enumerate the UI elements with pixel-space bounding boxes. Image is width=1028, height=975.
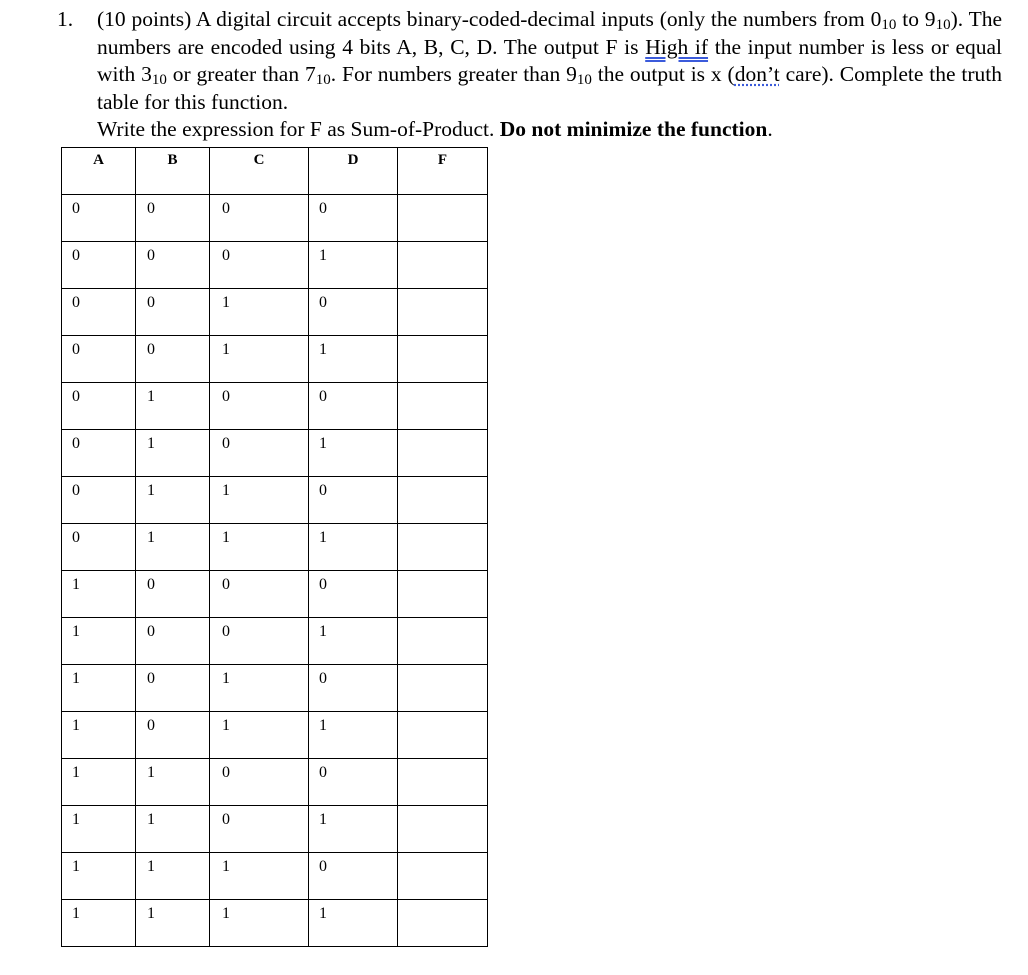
cell-b	[136, 289, 210, 336]
table-row	[62, 477, 488, 524]
cell-b	[136, 242, 210, 289]
cell-value	[398, 618, 487, 623]
table-row	[62, 665, 488, 712]
cell-b	[136, 618, 210, 665]
truth-table-header	[62, 148, 488, 195]
cell-c	[210, 430, 309, 477]
cell-f[interactable]	[398, 477, 488, 524]
cell-value: 0	[319, 764, 327, 781]
table-row	[62, 853, 488, 900]
table-row	[62, 900, 488, 947]
cell-b	[136, 524, 210, 571]
cell-value: 0	[222, 576, 230, 593]
cell-f[interactable]	[398, 242, 488, 289]
cell-value: 1	[222, 294, 230, 311]
cell-value: 0	[147, 670, 155, 687]
cell-value: 1	[72, 576, 80, 593]
cell-b	[136, 430, 210, 477]
cell-a	[62, 195, 136, 242]
question-text: (10 points) A digital circuit accepts binary-coded-decimal inputs (only the numbers from $0_{10}$ to $9_{10}$). The numbers are encoded using 4 bits A, B, C, D. The output F is High if the input number is less or equal with $3_{10}$ or greater than $7_{10}$. For numbers greater than $9_{10}$ the output is x (don’t care). Complete the truth table for this function.	[97, 7, 1003, 114]
cell-a	[62, 289, 136, 336]
cell-value: 0	[147, 247, 155, 264]
cell-d	[309, 383, 398, 430]
cell-value: 0	[222, 623, 230, 640]
cell-b	[136, 336, 210, 383]
cell-value: 1	[319, 341, 327, 358]
cell-value: 0	[72, 200, 80, 217]
cell-value: 1	[319, 435, 327, 452]
table-row	[62, 289, 488, 336]
cell-value: 0	[319, 670, 327, 687]
cell-value: 0	[222, 811, 230, 828]
cell-c	[210, 524, 309, 571]
cell-value: 0	[147, 294, 155, 311]
truth-table-body	[62, 195, 488, 947]
cell-value	[398, 195, 487, 200]
cell-d	[309, 195, 398, 242]
cell-value: 0	[147, 576, 155, 593]
table-row	[62, 571, 488, 618]
cell-value	[398, 759, 487, 764]
cell-a	[62, 806, 136, 853]
cell-value: 1	[222, 670, 230, 687]
cell-value	[398, 712, 487, 717]
cell-b	[136, 806, 210, 853]
header-f: F	[398, 148, 488, 195]
cell-value: 1	[147, 529, 155, 546]
cell-value: 1	[72, 858, 80, 875]
cell-c	[210, 571, 309, 618]
cell-value: 1	[319, 717, 327, 734]
cell-value	[398, 665, 487, 670]
cell-value: 1	[72, 764, 80, 781]
cell-c	[210, 853, 309, 900]
cell-a	[62, 712, 136, 759]
cell-b	[136, 665, 210, 712]
cell-c	[210, 900, 309, 947]
cell-value	[398, 289, 487, 294]
cell-a	[62, 759, 136, 806]
cell-value: 0	[72, 247, 80, 264]
cell-value: 0	[147, 200, 155, 217]
cell-value: 1	[72, 905, 80, 922]
table-row	[62, 712, 488, 759]
cell-f[interactable]	[398, 383, 488, 430]
cell-value	[398, 853, 487, 858]
cell-value: 1	[147, 388, 155, 405]
cell-b	[136, 195, 210, 242]
table-row	[62, 242, 488, 289]
high-if-text: High if	[645, 34, 709, 59]
cell-value: 1	[72, 670, 80, 687]
cell-d	[309, 900, 398, 947]
cell-value: 1	[222, 905, 230, 922]
cell-value	[398, 571, 487, 576]
cell-a	[62, 336, 136, 383]
cell-a	[62, 242, 136, 289]
cell-value	[398, 336, 487, 341]
cell-value: 0	[222, 435, 230, 452]
cell-value: 0	[319, 200, 327, 217]
cell-f[interactable]	[398, 806, 488, 853]
question-number: 1.	[57, 7, 74, 31]
cell-d	[309, 289, 398, 336]
cell-a	[62, 900, 136, 947]
cell-value: 0	[72, 388, 80, 405]
cell-c	[210, 195, 309, 242]
cell-value	[398, 806, 487, 811]
cell-value: 0	[319, 858, 327, 875]
cell-value: 0	[72, 482, 80, 499]
cell-c	[210, 383, 309, 430]
question-block	[57, 6, 1002, 144]
cell-f[interactable]	[398, 571, 488, 618]
cell-value	[398, 383, 487, 388]
cell-a	[62, 618, 136, 665]
instruction-line: Write the expression for F as Sum-of-Product. Do not minimize the function.	[97, 117, 773, 141]
cell-d	[309, 665, 398, 712]
cell-a	[62, 383, 136, 430]
cell-f[interactable]	[398, 712, 488, 759]
cell-a	[62, 524, 136, 571]
cell-f[interactable]	[398, 665, 488, 712]
cell-value: 0	[147, 623, 155, 640]
cell-f[interactable]	[398, 853, 488, 900]
table-row	[62, 430, 488, 477]
table-row	[62, 806, 488, 853]
cell-value: 1	[222, 529, 230, 546]
cell-f[interactable]	[398, 618, 488, 665]
cell-c	[210, 806, 309, 853]
cell-d	[309, 571, 398, 618]
cell-b	[136, 571, 210, 618]
cell-d	[309, 853, 398, 900]
cell-value: 0	[222, 247, 230, 264]
cell-d	[309, 477, 398, 524]
table-row	[62, 195, 488, 242]
header-b: B	[136, 148, 210, 195]
header-d: D	[309, 148, 398, 195]
cell-c	[210, 665, 309, 712]
cell-value: 1	[147, 858, 155, 875]
cell-value: 0	[319, 294, 327, 311]
cell-value: 0	[319, 482, 327, 499]
cell-value: 1	[72, 717, 80, 734]
cell-value: 1	[222, 858, 230, 875]
points-label: (10 points)	[97, 7, 192, 31]
table-row	[62, 336, 488, 383]
cell-d	[309, 336, 398, 383]
cell-d	[309, 712, 398, 759]
cell-c	[210, 477, 309, 524]
cell-value: 0	[319, 576, 327, 593]
cell-value: 1	[147, 435, 155, 452]
cell-value: 1	[72, 623, 80, 640]
cell-value: 1	[319, 247, 327, 264]
cell-value: 1	[147, 811, 155, 828]
cell-value: 0	[222, 764, 230, 781]
header-a: A	[62, 148, 136, 195]
header-c: C	[210, 148, 309, 195]
cell-c	[210, 712, 309, 759]
truth-table	[61, 147, 488, 947]
cell-value: 1	[222, 341, 230, 358]
cell-f[interactable]	[398, 289, 488, 336]
cell-a	[62, 430, 136, 477]
cell-b	[136, 900, 210, 947]
cell-value: 0	[72, 341, 80, 358]
cell-value: 0	[319, 388, 327, 405]
cell-b	[136, 477, 210, 524]
cell-f[interactable]	[398, 900, 488, 947]
cell-d	[309, 806, 398, 853]
cell-value: 1	[147, 764, 155, 781]
cell-value	[398, 242, 487, 247]
cell-value	[398, 900, 487, 905]
cell-c	[210, 289, 309, 336]
cell-c	[210, 242, 309, 289]
cell-value: 1	[319, 623, 327, 640]
cell-c	[210, 618, 309, 665]
table-row	[62, 618, 488, 665]
table-row	[62, 524, 488, 571]
cell-f[interactable]	[398, 430, 488, 477]
cell-a	[62, 477, 136, 524]
cell-c	[210, 336, 309, 383]
cell-a	[62, 665, 136, 712]
cell-b	[136, 383, 210, 430]
cell-value: 0	[222, 200, 230, 217]
cell-value: 1	[222, 482, 230, 499]
cell-value: 0	[147, 717, 155, 734]
cell-f[interactable]	[398, 524, 488, 571]
cell-b	[136, 853, 210, 900]
cell-f[interactable]	[398, 336, 488, 383]
table-row	[62, 383, 488, 430]
cell-d	[309, 759, 398, 806]
table-row	[62, 759, 488, 806]
cell-value: 1	[147, 905, 155, 922]
cell-value: 0	[72, 435, 80, 452]
cell-value: 1	[222, 717, 230, 734]
cell-f[interactable]	[398, 195, 488, 242]
cell-a	[62, 853, 136, 900]
cell-b	[136, 712, 210, 759]
cell-value: 1	[147, 482, 155, 499]
cell-value: 0	[147, 341, 155, 358]
cell-b	[136, 759, 210, 806]
cell-value	[398, 524, 487, 529]
cell-d	[309, 430, 398, 477]
cell-value	[398, 430, 487, 435]
cell-value: 1	[319, 811, 327, 828]
cell-value: 0	[72, 529, 80, 546]
cell-d	[309, 524, 398, 571]
cell-c	[210, 759, 309, 806]
cell-value: 0	[72, 294, 80, 311]
cell-a	[62, 571, 136, 618]
dont-text: don’t	[734, 62, 780, 86]
cell-value: 0	[222, 388, 230, 405]
cell-value: 1	[72, 811, 80, 828]
instruction-bold: Do not minimize the function	[499, 117, 768, 141]
cell-value: 1	[319, 905, 327, 922]
cell-f[interactable]	[398, 759, 488, 806]
cell-d	[309, 242, 398, 289]
cell-value: 1	[319, 529, 327, 546]
cell-d	[309, 618, 398, 665]
cell-value	[398, 477, 487, 482]
